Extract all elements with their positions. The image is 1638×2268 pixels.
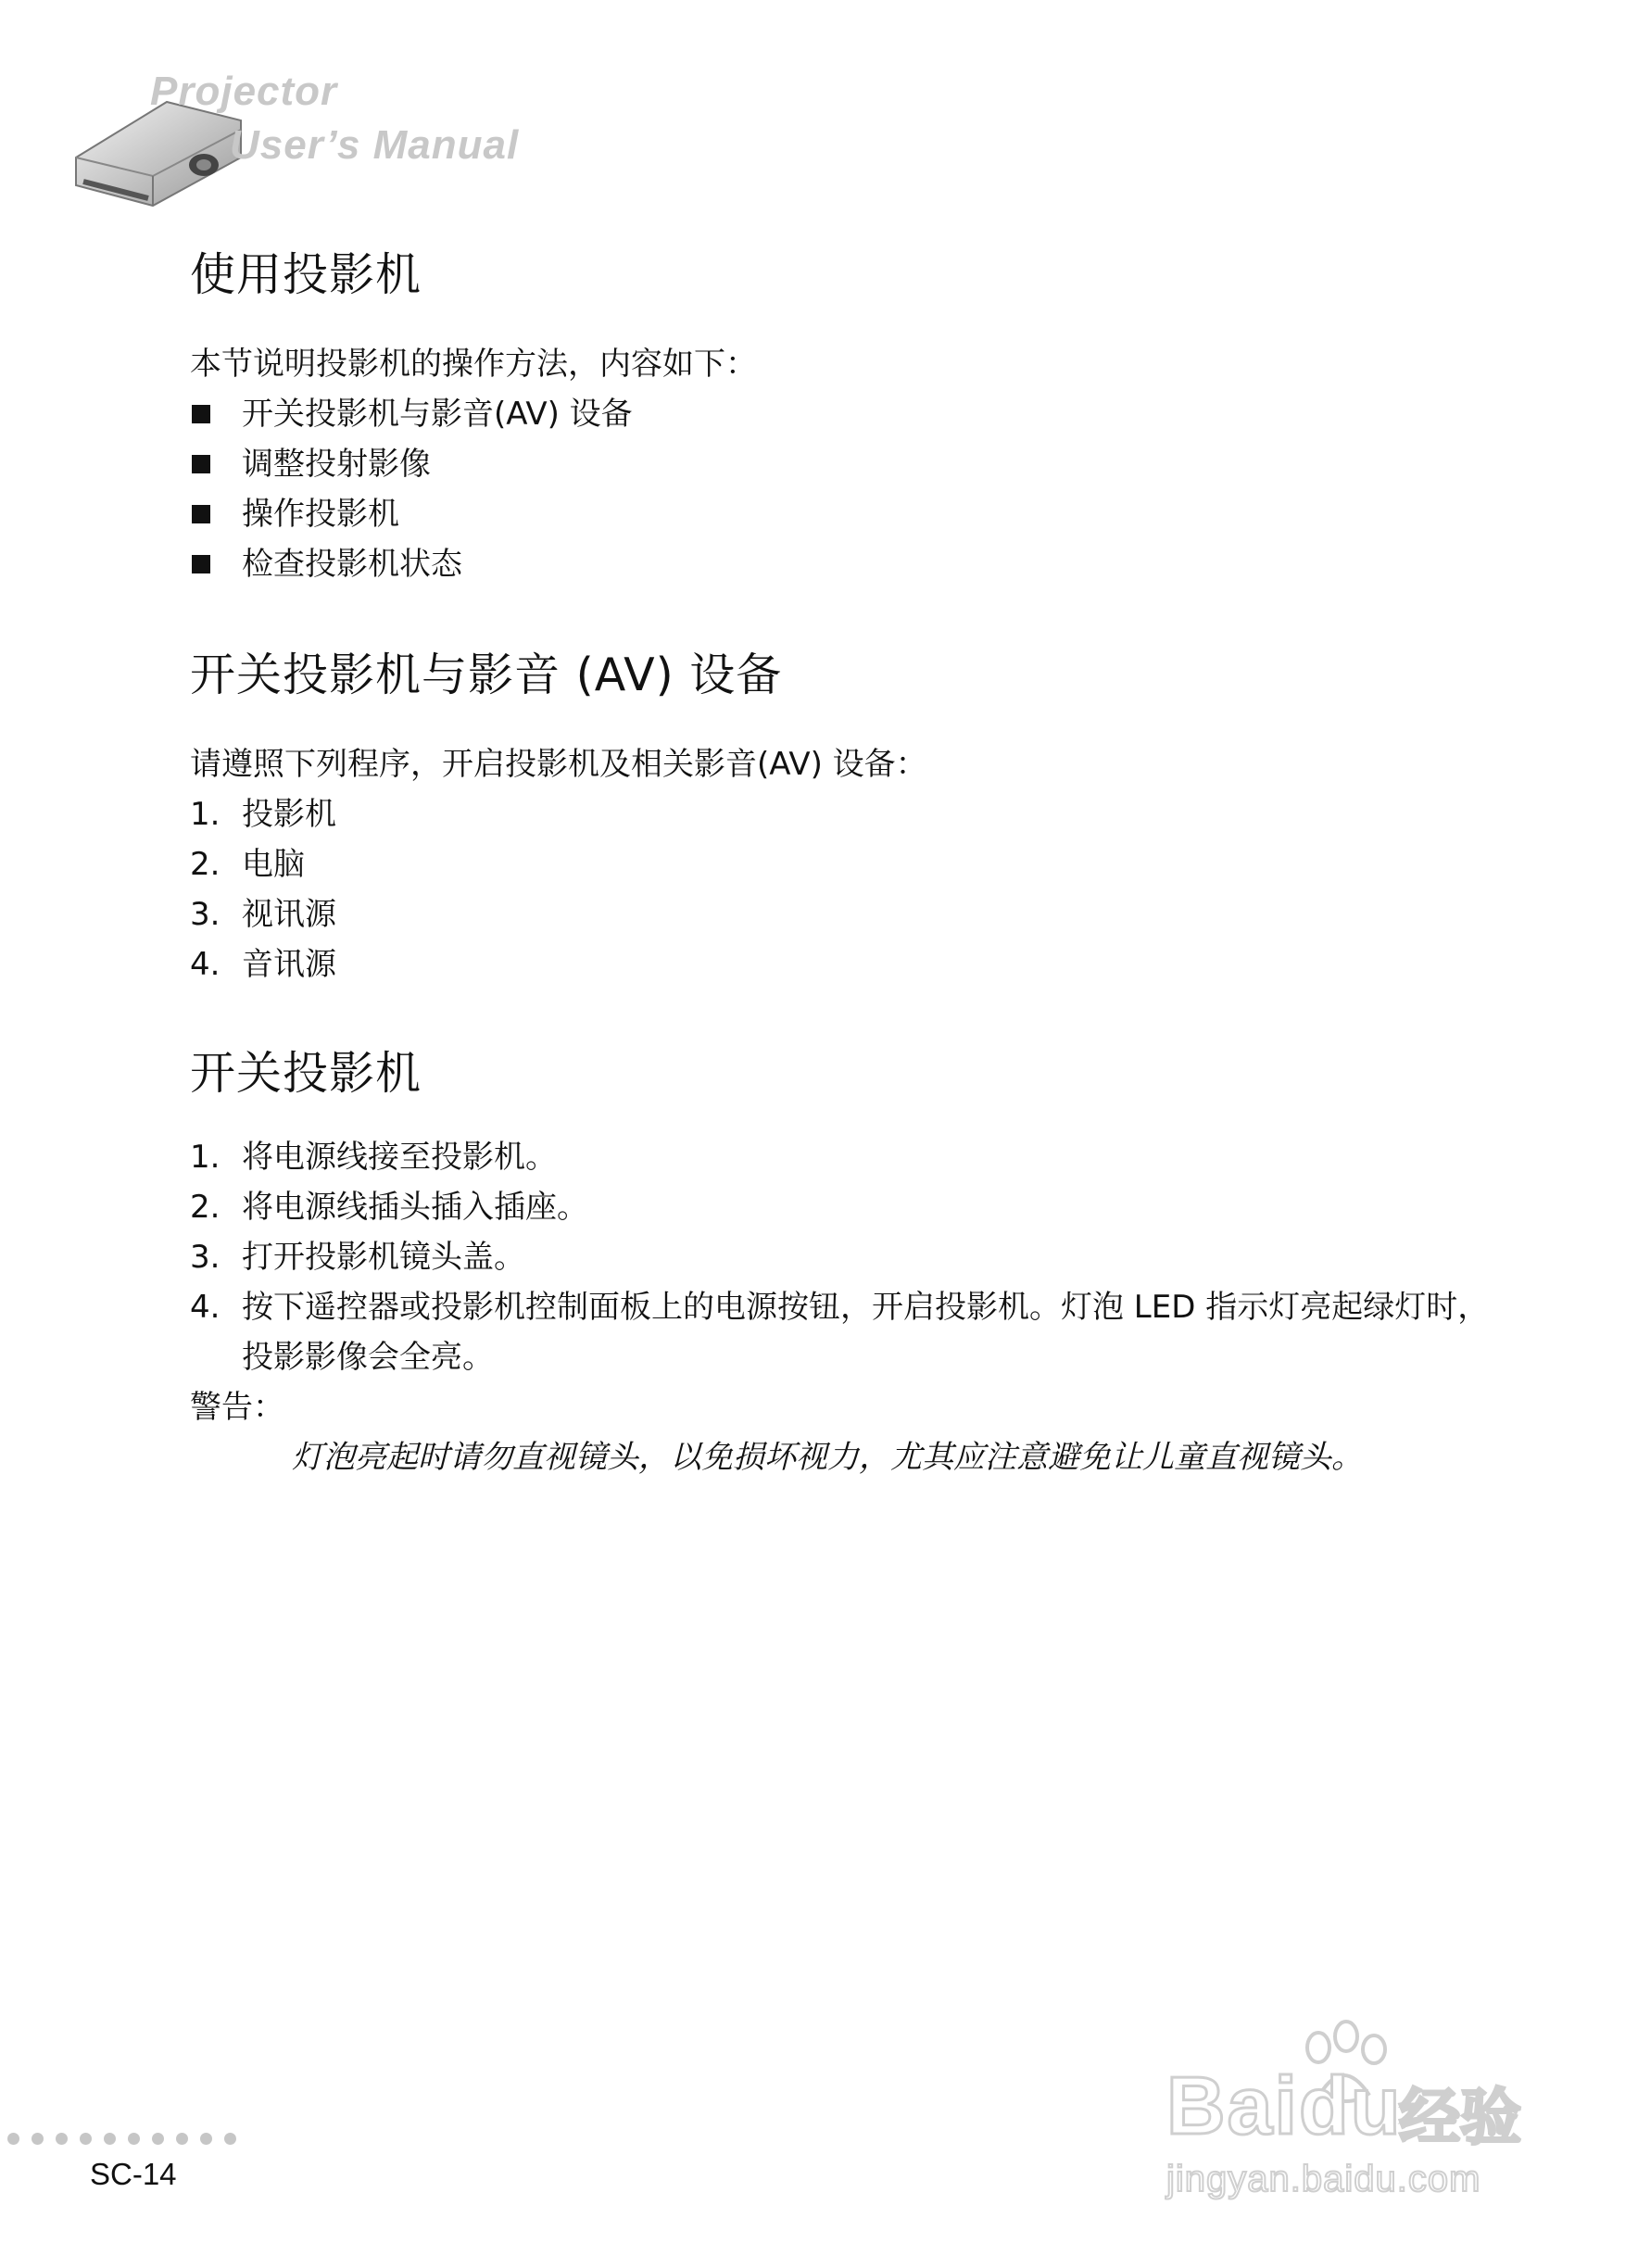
section-intro: 请遵照下列程序，开启投影机及相关影音(AV) 设备： (190, 746, 927, 783)
dot (104, 2133, 116, 2145)
list-item-text: 音讯源 (242, 946, 336, 983)
logo-title-line2: User’s Manual (230, 122, 520, 168)
dot (200, 2133, 212, 2145)
manual-logo (65, 56, 584, 241)
list-item (190, 889, 1487, 939)
list-item-text: 检查投影机状态 (242, 546, 462, 583)
dot (7, 2133, 19, 2145)
page-content (190, 243, 1490, 1482)
list-item-text: 将电源线插头插入插座。 (242, 1189, 588, 1226)
list-item-text: 操作投影机 (242, 496, 399, 533)
step-number: 4. (190, 946, 220, 983)
topic-list (190, 389, 1487, 589)
watermark-brand: Baidu (1166, 2060, 1403, 2151)
watermark-brand-cn: 经验 (1399, 2082, 1521, 2153)
list-item-text: 打开投影机镜头盖。 (242, 1239, 525, 1276)
page-number: SC-14 (90, 2157, 177, 2191)
section-title: 使用投影机 (190, 248, 422, 301)
step-number: 1. (190, 1139, 220, 1176)
section-title: 开关投影机与影音 (AV) 设备 (190, 649, 783, 701)
list-item (190, 1182, 1487, 1232)
list-item (190, 389, 1487, 439)
section-title: 开关投影机 (190, 1047, 422, 1100)
section-intro: 本节说明投影机的操作方法，内容如下： (190, 346, 757, 383)
watermark-url: jingyan.baidu.com (1166, 2159, 1481, 2199)
dot (80, 2133, 92, 2145)
dot (128, 2133, 140, 2145)
list-item (190, 939, 1487, 989)
square-bullet-icon (192, 405, 210, 423)
list-item (190, 1232, 1487, 1282)
step-number: 1. (190, 796, 220, 833)
step-number: 2. (190, 1189, 220, 1226)
list-item (190, 839, 1487, 889)
list-item-text: 调整投射影像 (242, 446, 431, 483)
list-item-text: 投影机 (242, 796, 336, 833)
dot (224, 2133, 236, 2145)
list-item-text: 电脑 (242, 846, 305, 883)
footer-dot-divider (7, 2133, 236, 2145)
step-number: 3. (190, 896, 220, 933)
list-item-text: 按下遥控器或投影机控制面板上的电源按钮，开启投影机。灯泡 LED 指示灯亮起绿灯时，投影影像会全亮。 (242, 1289, 1490, 1376)
step-number: 4. (190, 1289, 220, 1326)
square-bullet-icon (192, 455, 210, 473)
dot (32, 2133, 44, 2145)
list-item-text: 开关投影机与影音(AV) 设备 (242, 396, 633, 433)
list-item (190, 789, 1487, 839)
power-steps-list (190, 1132, 1490, 1382)
dot (56, 2133, 68, 2145)
list-item (190, 539, 1487, 589)
device-order-list (190, 789, 1487, 989)
list-item (190, 1132, 1487, 1182)
list-item-text: 视讯源 (242, 896, 336, 933)
square-bullet-icon (192, 505, 210, 523)
section-using-projector (190, 243, 1487, 589)
step-number: 2. (190, 846, 220, 883)
list-item (190, 439, 1487, 489)
baidu-watermark (1153, 2020, 1561, 2224)
list-item (190, 1282, 1502, 1382)
section-power-av (190, 643, 1487, 989)
dot (152, 2133, 164, 2145)
list-item-text: 将电源线接至投影机。 (242, 1139, 557, 1176)
warning-text: 灯泡亮起时请勿直视镜头，以免损坏视力，尤其应注意避免让儿童直视镜头。 (292, 1439, 1363, 1476)
logo-title-line1: Projector (150, 69, 338, 114)
step-number: 3. (190, 1239, 220, 1276)
list-item (190, 489, 1487, 539)
warning-label: 警告： (190, 1389, 284, 1426)
square-bullet-icon (192, 555, 210, 573)
section-power-projector (190, 1041, 1490, 1482)
dot (176, 2133, 188, 2145)
